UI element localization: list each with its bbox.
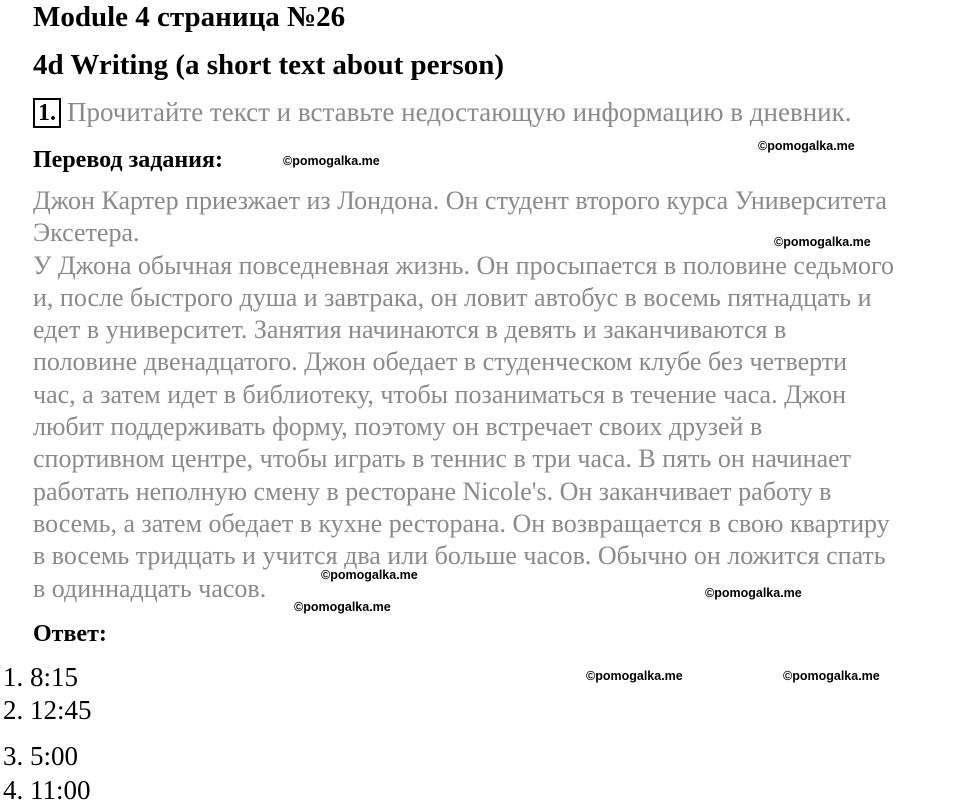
watermark: ©pomogalka.me	[586, 669, 683, 683]
text-line: спортивном центре, чтобы играть в теннис в три часа. В пять он начинает	[33, 444, 852, 474]
answer-item: 4. 11:00	[3, 775, 91, 805]
watermark: ©pomogalka.me	[783, 669, 880, 683]
text-line: У Джона обычная повседневная жизнь. Он просыпается в половине седьмого	[33, 250, 894, 280]
text-line: половине двенадцатого. Джон обедает в студенческом клубе без четверти	[33, 347, 848, 377]
text-line: в восемь тридцать и учится два или больше часов. Обычно он ложится спать	[33, 541, 886, 571]
task-number-box: 1.	[33, 98, 61, 128]
page-subtitle: 4d Writing (a short text about person)	[33, 49, 504, 81]
watermark: ©pomogalka.me	[294, 600, 391, 614]
watermark: ©pomogalka.me	[321, 568, 418, 582]
task-text: Прочитайте текст и вставьте недостающую информацию в дневник.	[67, 97, 852, 127]
text-line: в одиннадцать часов.	[33, 573, 267, 603]
task-instruction	[33, 98, 851, 128]
text-line: Эксетера.	[33, 218, 140, 248]
text-line: Джон Картер приезжает из Лондона. Он студент второго курса Университета	[33, 186, 887, 215]
watermark: ©pomogalka.me	[758, 139, 855, 153]
text-line: и, после быстрого душа и завтрака, он ловит автобус в восемь пятнадцать и	[33, 282, 872, 312]
text-line: работать неполную смену в ресторане Nicole's. Он заканчивает работу в	[33, 476, 832, 506]
translation-label: Перевод задания:	[33, 147, 223, 173]
translation-text	[33, 185, 894, 605]
watermark: ©pomogalka.me	[774, 235, 871, 249]
answer-item: 2. 12:45	[3, 695, 92, 725]
text-line: восемь, а затем обедает в кухне ресторана. Он возвращается в свою квартиру	[33, 508, 890, 538]
text-line: едет в университет. Занятия начинаются в девять и заканчиваются в	[33, 315, 787, 345]
answer-label: Ответ:	[33, 621, 107, 647]
watermark: ©pomogalka.me	[705, 586, 802, 600]
text-line: любит поддерживать форму, поэтому он встречает своих друзей в	[33, 412, 763, 442]
answer-item: 3. 5:00	[3, 741, 79, 771]
text-line: час, а затем идет в библиотеку, чтобы позаниматься в течение часа. Джон	[33, 379, 847, 409]
watermark: ©pomogalka.me	[283, 154, 380, 168]
answer-item: 1. 8:15	[3, 662, 79, 692]
page-title: Module 4 страница №26	[33, 1, 346, 33]
